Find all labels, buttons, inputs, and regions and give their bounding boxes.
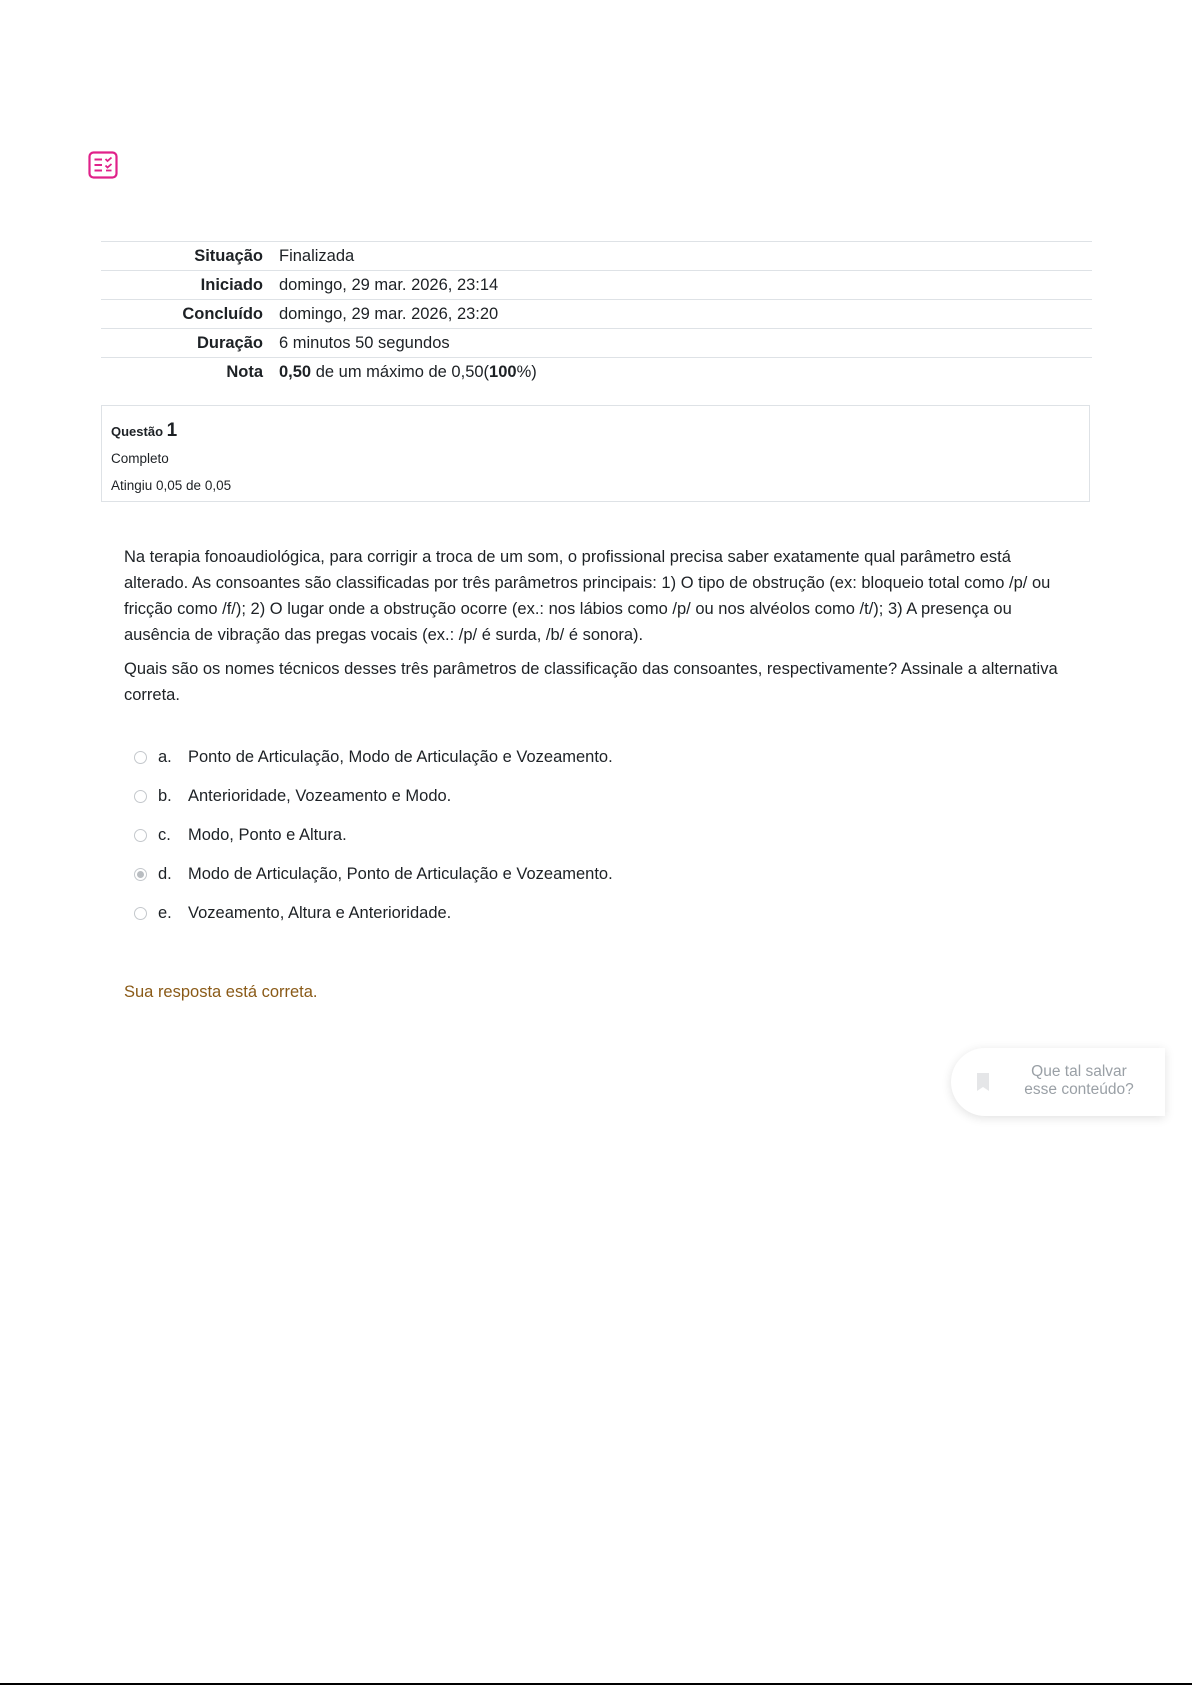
answer-letter: b. [158,787,172,805]
answer-letter: e. [158,904,172,922]
answer-letter: d. [158,865,172,883]
answer-option-a[interactable] [124,738,1074,777]
answer-text: Modo, Ponto e Altura. [188,826,347,844]
summary-row-duration [101,329,1092,358]
radio-button[interactable] [134,907,147,920]
answer-list [124,738,1074,933]
answer-letter: a. [158,748,172,766]
answer-option-b[interactable] [124,777,1074,816]
radio-button[interactable] [134,751,147,764]
grade-middle: de um máximo de 0,50( [311,362,490,381]
question-content [124,544,1074,933]
question-text-paragraph: Na terapia fonoaudiológica, para corrigir a troca de um som, o profissional precisa saber exatamente qual parâmetro está alterado. As consoantes são classificadas por três parâmetros principais: 1) O tipo de obstrução (ex: bloqueio total como /p/ ou fricção como /f/); 2) O lugar onde a obstrução ocorre (ex.: nos lábios como /p/ ou nos alvéolos como /t/); 3) A presença ou ausência de vibração das pregas vocais (ex.: /p/ é surda, /b/ é sonora). [124,548,1051,644]
answer-text: Modo de Articulação, Ponto de Articulação e Vozeamento. [188,865,613,883]
summary-value: domingo, 29 mar. 2026, 23:14 [279,275,499,294]
summary-row-grade [101,358,1092,387]
save-text-line: Que tal salvar [1031,1063,1127,1080]
summary-row-state [101,242,1092,271]
radio-button[interactable] [134,829,147,842]
summary-value [279,358,1092,387]
question-info [101,405,1090,502]
answer-option-c[interactable] [124,816,1074,855]
question-state: Completo [111,451,169,466]
question-prefix: Questão [111,424,164,439]
question-number: 1 [166,420,178,441]
grade-score: 0,50 [279,362,312,381]
radio-button-selected[interactable] [134,868,147,881]
summary-label: Situação [194,246,263,265]
summary-row-completed [101,300,1092,329]
save-content-text [1009,1063,1149,1099]
answer-text: Ponto de Articulação, Modo de Articulação e Vozeamento. [188,748,613,766]
summary-label: Iniciado [200,275,263,294]
quiz-list-icon [88,151,118,179]
answer-option-e[interactable] [124,894,1074,933]
grade-suffix: %) [516,362,537,381]
summary-label: Nota [226,362,263,381]
bookmark-icon [971,1070,995,1094]
grade-percent: 100 [489,362,517,381]
summary-row-started [101,271,1092,300]
answer-feedback: Sua resposta está correta. [124,983,318,1001]
summary-value: domingo, 29 mar. 2026, 23:20 [279,304,499,323]
question-text [124,544,1074,708]
question-heading [111,420,1080,442]
summary-label: Duração [196,333,263,352]
question-grade: Atingiu 0,05 de 0,05 [111,478,232,493]
summary-value: 6 minutos 50 segundos [279,333,450,352]
answer-text: Vozeamento, Altura e Anterioridade. [188,904,452,922]
question-text-paragraph: Quais são os nomes técnicos desses três parâmetros de classificação das consoantes, respectivamente? Assinale a alternativa correta. [124,660,1058,704]
answer-text: Anterioridade, Vozeamento e Modo. [188,787,452,805]
summary-value: Finalizada [279,246,355,265]
answer-letter: c. [158,826,171,844]
save-content-widget[interactable] [951,1048,1165,1116]
summary-label: Concluído [182,304,263,323]
answer-option-d[interactable] [124,855,1074,894]
save-text-line: esse conteúdo? [1024,1081,1134,1098]
radio-button[interactable] [134,790,147,803]
quiz-summary-table [101,241,1092,386]
